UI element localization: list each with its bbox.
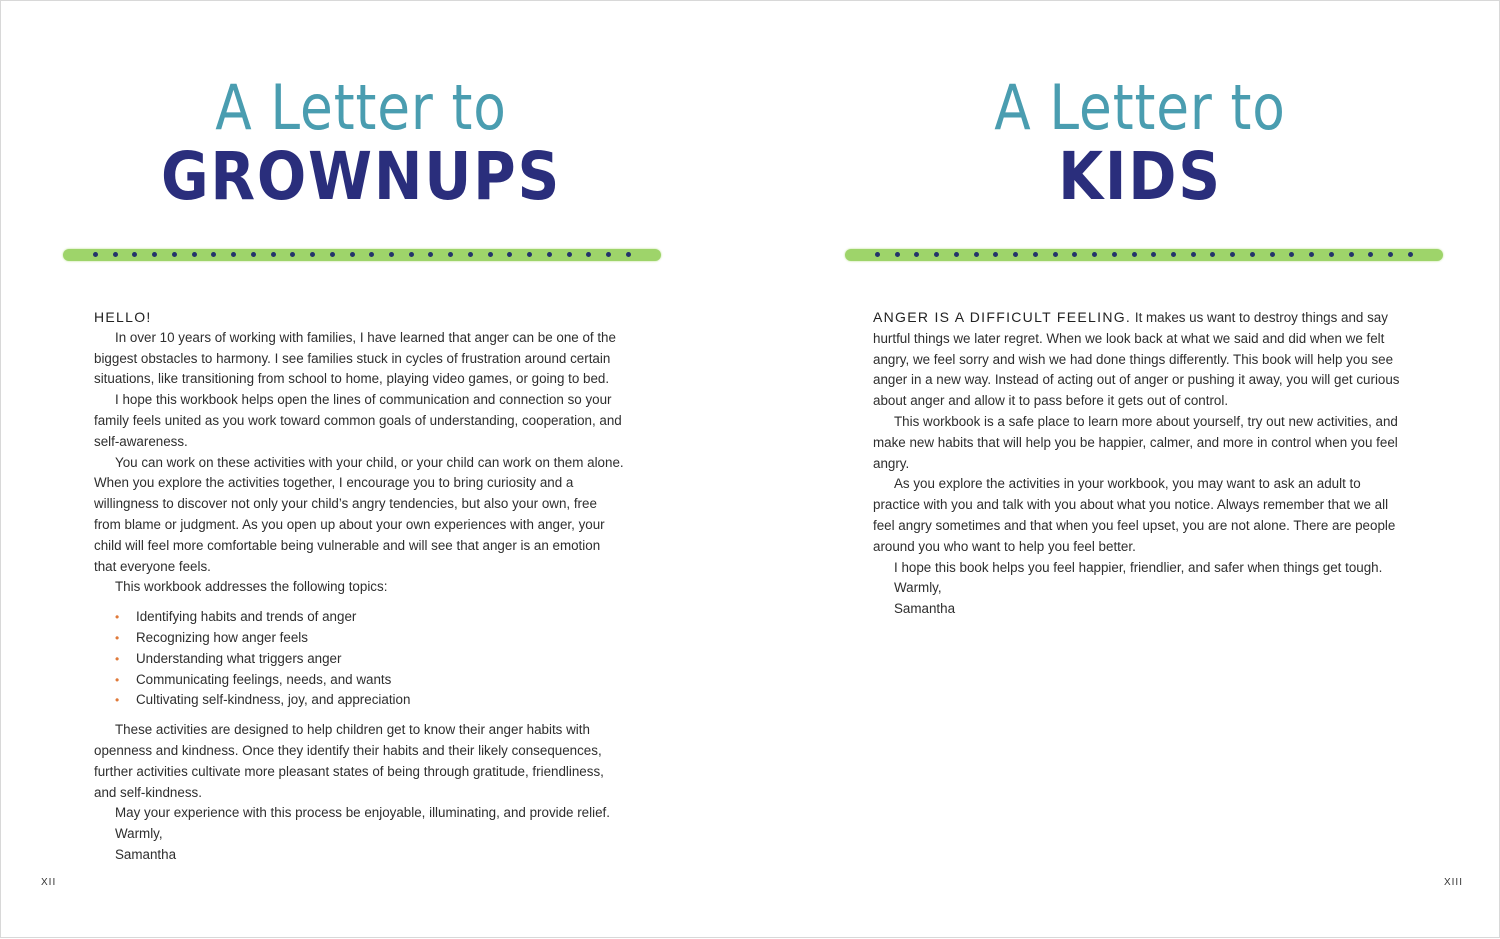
paragraph: This workbook addresses the following topics: (115, 579, 388, 595)
paragraph: I hope this book helps you feel happier, friendlier, and safer when things get tough. (894, 559, 1383, 575)
right-page-body (873, 307, 1403, 620)
paragraph: These activities are designed to help children get to know their anger habits with openness and kindness. Once they identify their habits and their likely consequences, further activities cultivate more pleasant states of being through gratitude, friendliness, and self-kindness. (94, 722, 604, 800)
paragraph: This workbook is a safe place to learn more about yourself, try out new activities, and make new habits that will help you be happier, calmer, and more in control when you feel angry. (873, 413, 1398, 471)
bullet-icon: • (115, 630, 120, 645)
topics-list (94, 607, 624, 711)
signature: Samantha (115, 846, 177, 862)
dotted-divider-icon (63, 247, 661, 263)
paragraph (873, 307, 1403, 412)
lead-in: ANGER IS A DIFFICULT FEELING. (873, 309, 1132, 325)
page-number: XIII (1443, 877, 1463, 888)
bullet-icon: • (115, 651, 120, 666)
page-number: XII (41, 877, 57, 888)
left-page-heading (61, 73, 661, 213)
paragraph: May your experience with this process be enjoyable, illuminating, and provide relief. (115, 805, 610, 821)
list-item (115, 649, 624, 670)
bullet-icon: • (115, 610, 120, 625)
topic-text: Understanding what triggers anger (136, 650, 342, 666)
paragraph: I hope this workbook helps open the lines of communication and connection so your family feels united as you work toward common goals of understanding, cooperation, and self-awareness. (94, 392, 622, 449)
signoff: Warmly, (894, 580, 942, 596)
paragraph: As you explore the activities in your workbook, you may want to ask an adult to practice with you and talk with you about what you notice. Always remember that we all feel angry sometimes and that when you feel upset, you are not alone. There are people around you who want to help you feel better. (873, 476, 1396, 554)
topic-text: Recognizing how anger feels (136, 629, 308, 645)
lead-paragraph-text: It makes us want to destroy things and say hurtful things we later regret. When we look back at what we said and did when we felt angry, we feel sorry and wish we had done things differently. This book will help you see anger in a new way. Instead of acting out of anger or pushing it away, you will get curious about anger and allow it to pass before it gets out of control. (873, 310, 1400, 409)
paragraph: In over 10 years of working with families, I have learned that anger can be one of the biggest obstacles to harmony. I see families stuck in cycles of frustration around certain situations, like transitioning from school to home, playing video games, or going to bed. (94, 329, 616, 387)
greeting: HELLO! (94, 309, 152, 325)
heading-line2: KIDS (1058, 138, 1222, 215)
topic-text: Communicating feelings, needs, and wants (136, 671, 392, 687)
bullet-icon: • (115, 672, 120, 687)
list-item (115, 628, 624, 649)
heading-line1: A Letter to (215, 71, 507, 144)
signoff: Warmly, (115, 826, 163, 842)
dotted-divider-icon (845, 247, 1443, 263)
right-page (751, 1, 1500, 939)
signature: Samantha (894, 601, 956, 617)
left-page (1, 1, 751, 939)
bullet-icon: • (115, 693, 120, 708)
list-item (115, 670, 624, 691)
list-item (115, 607, 624, 628)
heading-line2: GROWNUPS (160, 138, 562, 215)
right-page-heading (840, 73, 1440, 213)
paragraph: You can work on these activities with your child, or your child can work on them alone. When you explore the activities together, I encourage you to bring curiosity and a willingness to discover not only your child’s angry tendencies, but also your own, free from blame or judgment. As you open up about your own experiences with anger, your child will feel more comfortable being vulnerable and will see that anger is an emotion that everyone feels. (94, 454, 624, 574)
heading-line1: A Letter to (994, 71, 1286, 144)
topic-text: Identifying habits and trends of anger (136, 609, 357, 625)
list-item (115, 690, 624, 711)
left-page-body (94, 307, 624, 866)
topic-text: Cultivating self-kindness, joy, and appreciation (136, 692, 411, 708)
